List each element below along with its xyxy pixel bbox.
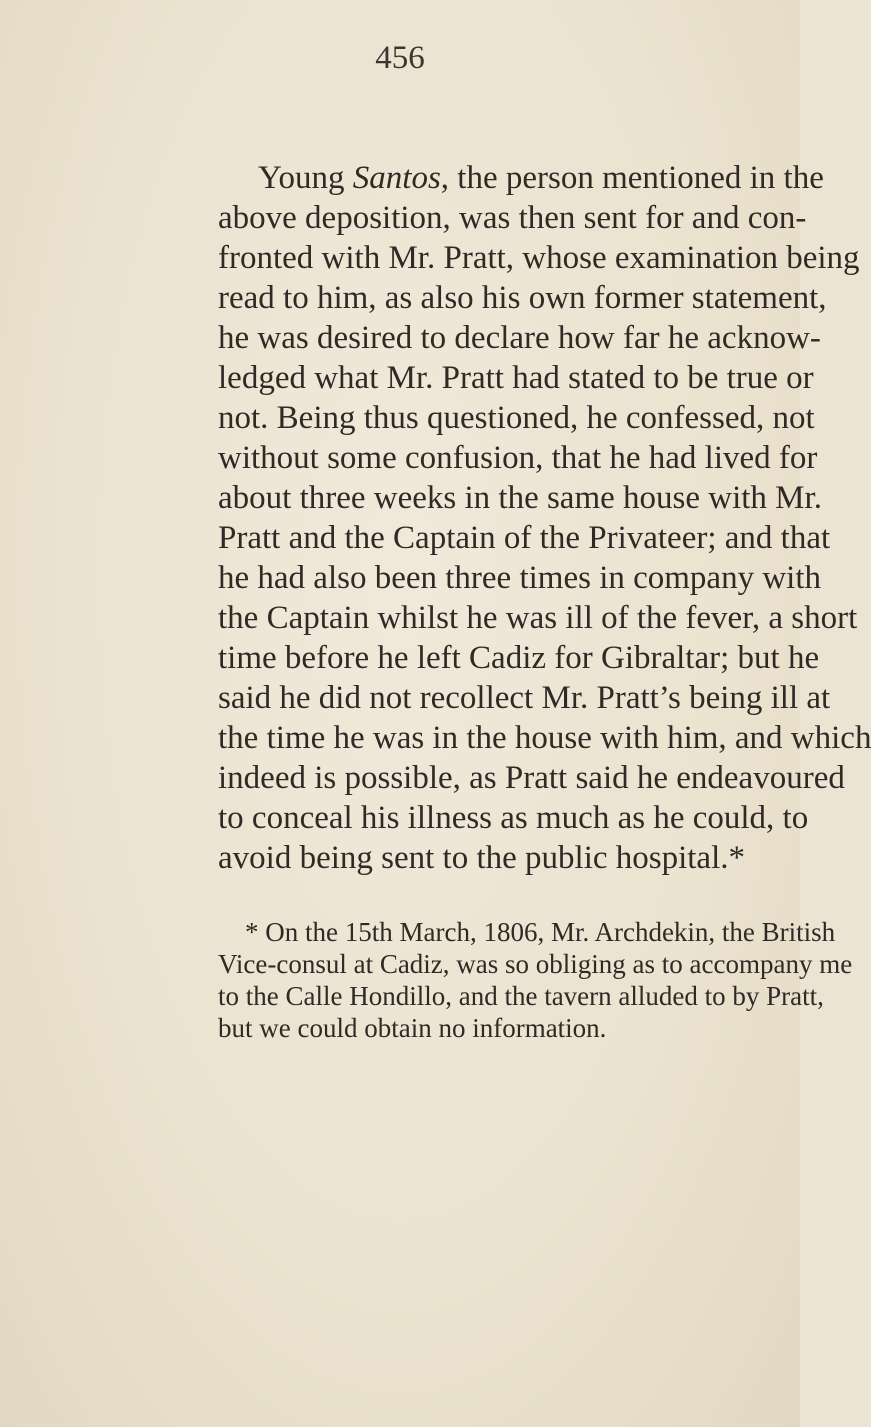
page-number: 456 (375, 40, 425, 76)
paragraph-line-9: about three weeks in the same house with Mr. (218, 480, 822, 516)
paragraph-line-6: ledged what Mr. Pratt had stated to be true or (218, 360, 814, 396)
paragraph-line-18: avoid being sent to the public hospital.* (218, 840, 746, 876)
paragraph-line-3: fronted with Mr. Pratt, whose examination being (218, 240, 860, 276)
paragraph-line-12: the Captain whilst he was ill of the fever, a short (218, 600, 858, 636)
paragraph-line-2: above deposition, was then sent for and con- (218, 200, 807, 236)
footnote-line-2: Vice-consul at Cadiz, was so obliging as to accompany me (218, 949, 853, 979)
line-1-lead: Young (258, 160, 353, 196)
paragraph-line-4: read to him, as also his own former statement, (218, 280, 827, 316)
footnote-line-3: to the Calle Hondillo, and the tavern alluded to by Pratt, (218, 981, 824, 1011)
footnote-line-1: * On the 15th March, 1806, Mr. Archdekin, the British (245, 917, 836, 947)
paragraph-line-11: he had also been three times in company with (218, 560, 821, 596)
paragraph-line-8: without some confusion, that he had lived for (218, 440, 818, 476)
footnote-line-4: but we could obtain no information. (218, 1013, 607, 1043)
line-1-rest: , the person mentioned in the (440, 160, 824, 196)
paragraph-line-1 (258, 158, 824, 198)
paragraph-line-15: the time he was in the house with him, and which (218, 720, 871, 756)
paragraph-line-10: Pratt and the Captain of the Privateer; and that (218, 520, 831, 556)
paragraph-line-14: said he did not recollect Mr. Pratt’s being ill at (218, 680, 831, 716)
paragraph-line-17: to conceal his illness as much as he could, to (218, 800, 809, 836)
paragraph-line-7: not. Being thus questioned, he confessed, not (218, 400, 815, 436)
paragraph-line-13: time before he left Cadiz for Gibraltar; but he (218, 640, 820, 676)
paragraph-line-5: he was desired to declare how far he acknow- (218, 320, 821, 356)
paragraph-line-16: indeed is possible, as Pratt said he endeavoured (218, 760, 845, 796)
name-santos: Santos (352, 160, 441, 196)
